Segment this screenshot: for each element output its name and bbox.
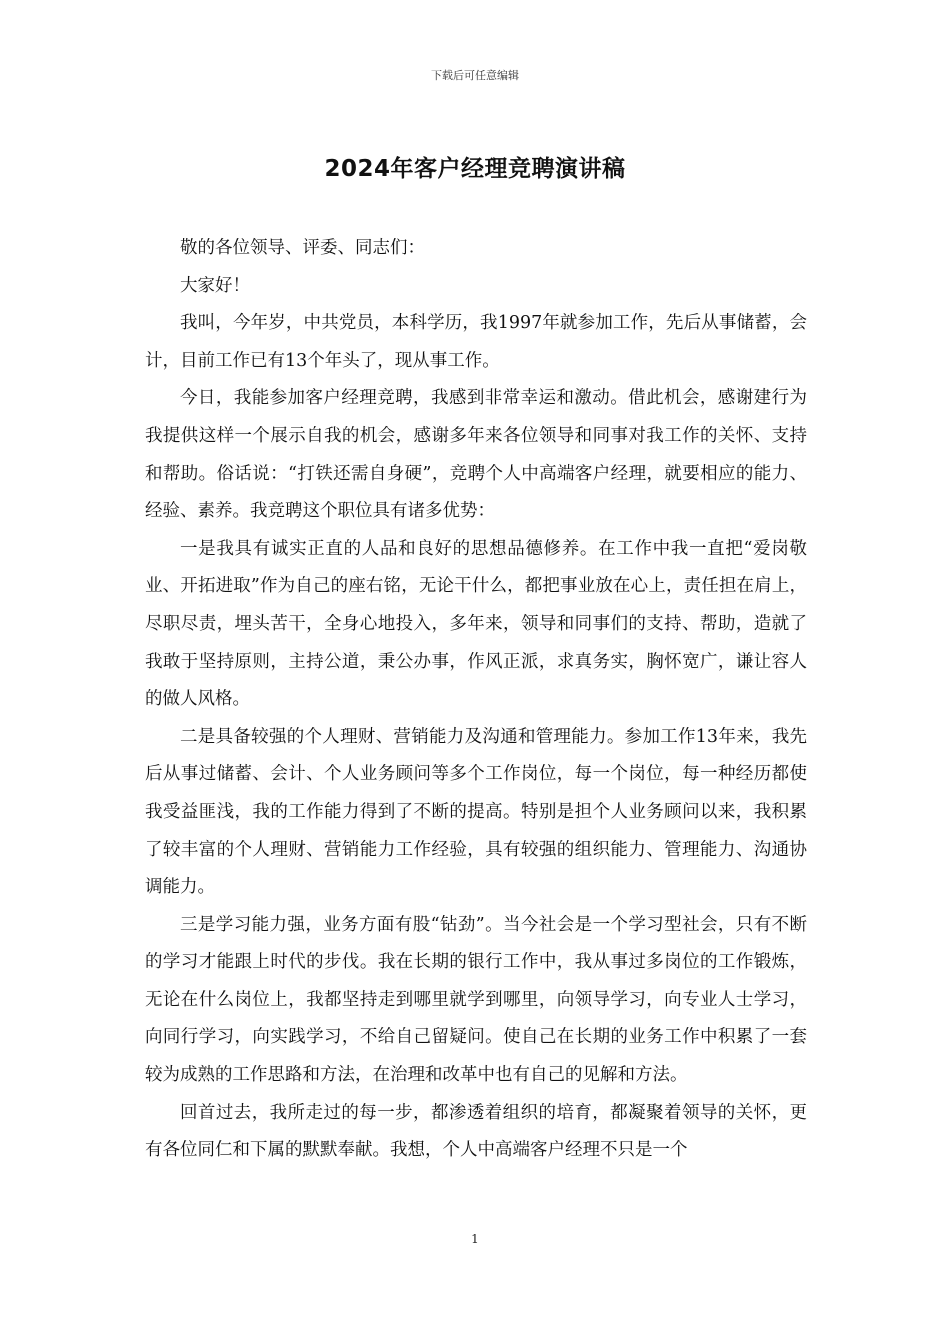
paragraph-advantage-1: 一是我具有诚实正直的人品和良好的思想品德修养。在工作中我一直把“爱岗敬业、开拓进取”作为自己的座右铭，无论干什么，都把事业放在心上，责任担在肩上，尽职尽责，埋头苦干，全身心地投入，多年来，领导和同事们的支持、帮助，造就了我敢于坚持原则，主持公道，秉公办事，作风正派，求真务实，胸怀宽广，谦让容人的做人风格。 <box>145 538 807 710</box>
paragraph-advantage-3: 三是学习能力强，业务方面有股“钻劲”。当今社会是一个学习型社会，只有不断的学习才能跟上时代的步伐。我在长期的银行工作中，我从事过多岗位的工作锻炼，无论在什么岗位上，我都坚持走到哪里就学到哪里，向领导学习，向专业人士学习，向同行学习，向实践学习，不给自己留疑问。使自己在长期的业务工作中积累了一套较为成熟的工作思路和方法，在治理和改革中也有自己的见解和方法。 <box>145 914 807 1086</box>
paragraph-review: 回首过去，我所走过的每一步，都渗透着组织的培育，都凝聚着领导的关怀，更有各位同仁和下属的默默奉献。我想，个人中高端客户经理不只是一个 <box>145 1102 807 1161</box>
page-number: 1 <box>471 1232 479 1246</box>
paragraph-salutation: 敬的各位领导、评委、同志们： <box>180 238 425 258</box>
paragraph-advantage-2: 二是具备较强的个人理财、营销能力及沟通和管理能力。参加工作13年来，我先后从事过储蓄、会计、个人业务顾问等多个工作岗位，每一个岗位，每一种经历都使我受益匪浅，我的工作能力得到了不断的提高。特别是担个人业务顾问以来，我积累了较丰富的个人理财、营销能力工作经验，具有较强的组织能力、管理能力、沟通协调能力。 <box>145 726 807 898</box>
paragraph-greeting: 大家好！ <box>180 275 250 296</box>
paragraph-intro: 我叫，今年岁，中共党员，本科学历，我1997年就参加工作，先后从事储蓄，会计，目前工作已有13个年头了，现从事工作。 <box>145 313 807 371</box>
header-note: 下载后可任意编辑 <box>431 69 519 82</box>
document-title: 2024年客户经理竞聘演讲稿 <box>324 156 626 182</box>
paragraph-thanks: 今日，我能参加客户经理竞聘，我感到非常幸运和激动。借此机会，感谢建行为我提供这样一个展示自我的机会，感谢多年来各位领导和同事对我工作的关怀、支持和帮助。俗话说：“打铁还需自身硬”，竞聘个人中高端客户经理，就要相应的能力、经验、素养。我竞聘这个职位具有诸多优势： <box>145 388 807 522</box>
document-body <box>145 230 807 1170</box>
